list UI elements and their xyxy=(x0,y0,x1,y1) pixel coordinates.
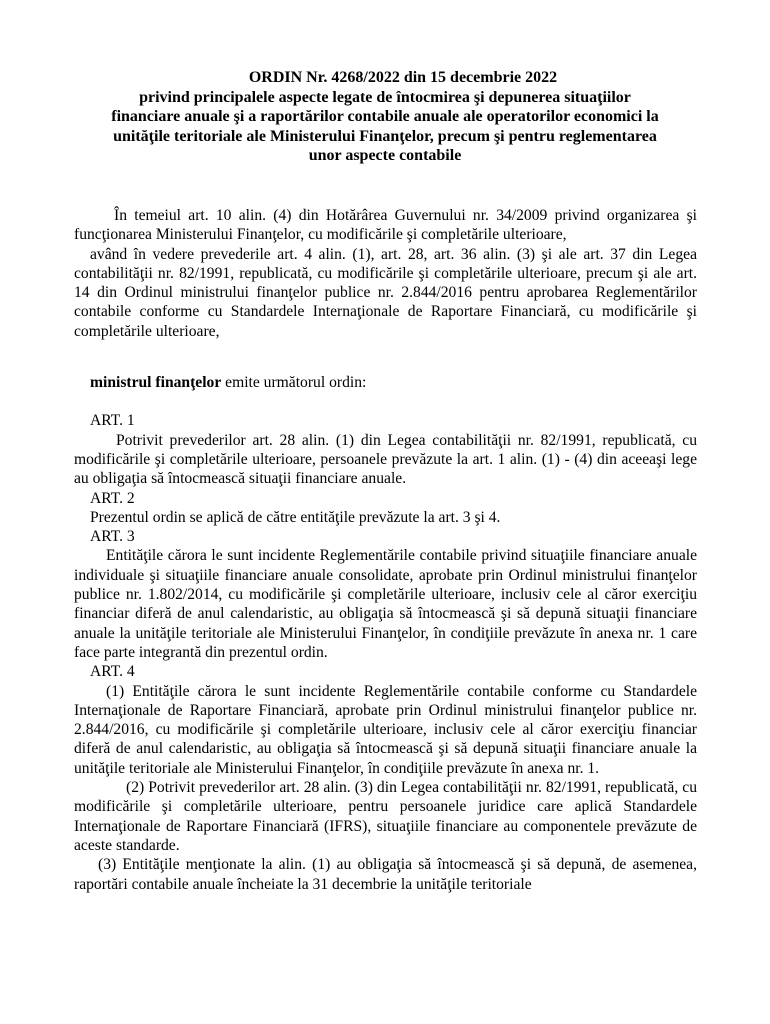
title-line-3: financiare anuale şi a raportărilor contabile anuale ale operatorilor economici la xyxy=(111,108,659,126)
art-1-heading: ART. 1 xyxy=(90,412,135,430)
title-line-1: ORDIN Nr. 4268/2022 din 15 decembrie 2022 xyxy=(248,69,558,86)
title-line-4: unităţile teritoriale ale Ministerului Finanţelor, precum şi pentru reglementarea xyxy=(113,127,657,145)
art-4-alin-2: (2) Potrivit prevederilor art. 28 alin. (3) din Legea contabilităţii nr. 82/1991, republicată, cu modificările şi completările ulterioare, pentru persoanele juridice care aplică Standardele Internaţionale de Raportare Financiară (IFRS), situaţiile financiare au componentele prevăzute de aceste standarde. xyxy=(74,779,697,854)
art-4-alin-1: (1) Entităţile cărora le sunt incidente Reglementările contabile conforme cu Standardele Internaţionale de Raportare Financiară, aprobate prin Ordinul ministrului finanţelor publice nr. 2.844/2016, cu modificările şi completările ulterioare, inclusiv cele al căror exerciţiu financiar diferă de anul calendaristic, au obligaţia să întocmească şi să depună situaţii financiare anuale la unităţile teritoriale ale Ministerului Finanţelor, în condiţiile prevăzute în anexa nr. 1. xyxy=(74,682,697,777)
title-line-2: privind principalele aspecte legate de întocmirea şi depunerea situaţiilor xyxy=(139,88,631,106)
issuer-name: ministrul finanţelor xyxy=(90,374,222,392)
spacer xyxy=(74,392,697,411)
art-2-heading: ART. 2 xyxy=(90,489,135,507)
art-4-heading: ART. 4 xyxy=(90,663,135,681)
order-body xyxy=(74,206,697,894)
art-3-text: Entităţile cărora le sunt incidente Reglementările contabile privind situaţiile financiare anuale individuale şi situaţiile financiare anuale consolidate, aprobate prin Ordinul ministrului finanţelor publice nr. 1.802/2014, cu modificările şi completările ulterioare, inclusiv cele al căror exerciţiu financiar diferă de anul calendaristic, au obligaţia să întocmească şi să depună situaţii financiare anuale la unităţile teritoriale ale Ministerului Finanţelor, în condiţiile prevăzute în anexa nr. 1 care face parte integrantă din prezentul ordin. xyxy=(74,547,697,661)
order-title xyxy=(70,68,700,166)
art-4-alin-3: (3) Entităţile menţionate la alin. (1) au obligaţia să întocmească şi să depună, de asemenea, raportări contabile anuale încheiate la 31 decembrie la unităţile teritoriale xyxy=(74,856,697,893)
issuer-emits: emite următorul ordin: xyxy=(221,374,367,392)
title-line-5: unor aspecte contabile xyxy=(308,147,462,165)
art-3-heading: ART. 3 xyxy=(90,528,135,546)
art-1-text: Potrivit prevederilor art. 28 alin. (1) din Legea contabilităţii nr. 82/1991, republicată, cu modificările şi completările ulterioare, persoanele prevăzute la art. 1 alin. (1) - (4) din aceeaşi lege au obligaţia să întocmească situaţii financiare anuale. xyxy=(74,431,697,488)
preamble-considering: având în vedere prevederile art. 4 alin. (1), art. 28, art. 36 alin. (3) şi ale art. 37 din Legea contabilităţii nr. 82/1991, republicată, cu modificările şi completările ulterioare, precum şi ale art. 14 din Ordinul ministrului finanţelor publice nr. 2.844/2016 pentru aprobarea Reglementărilor contabile conforme cu Standardele Internaţionale de Raportare Financiară, cu modificările şi completările ulterioare, xyxy=(74,245,697,340)
spacer xyxy=(74,341,697,373)
preamble-legal-basis: În temeiul art. 10 alin. (4) din Hotărârea Guvernului nr. 34/2009 privind organizarea şi funcţionarea Ministerului Finanţelor, cu modificările şi completările ulterioare, xyxy=(74,207,697,244)
art-2-text: Prezentul ordin se aplică de către entităţile prevăzute la art. 3 şi 4. xyxy=(90,508,501,526)
issuer-statement xyxy=(74,373,697,392)
